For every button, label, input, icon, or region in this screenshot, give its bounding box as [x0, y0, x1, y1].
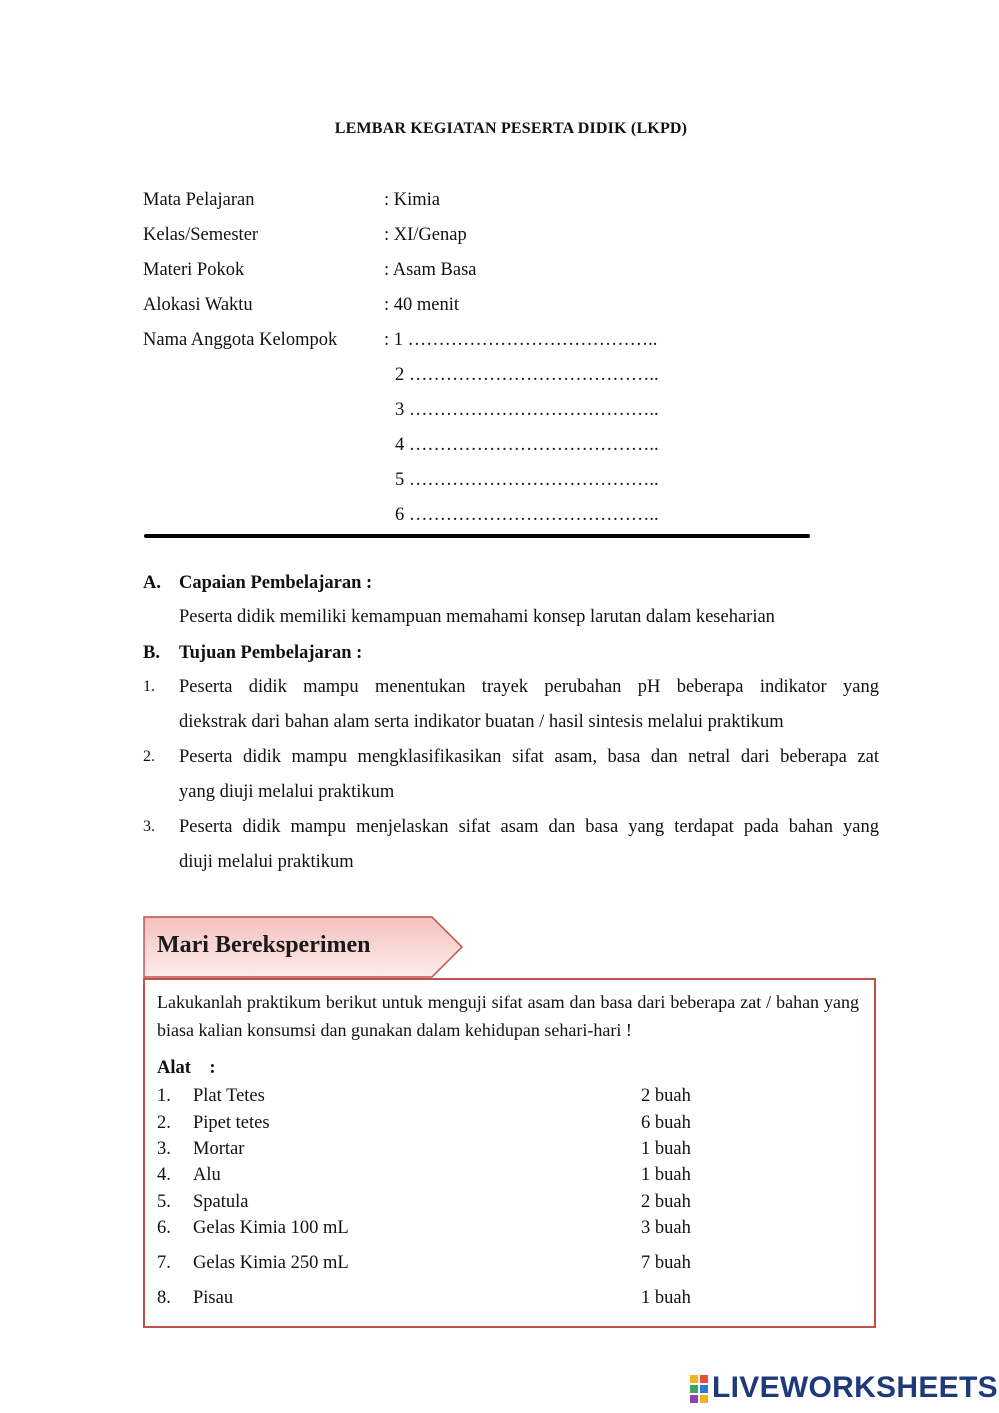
- member-input-2[interactable]: 2 …………………………………..: [395, 365, 659, 385]
- info-value: : Asam Basa: [384, 260, 477, 280]
- liveworksheets-logo-icon: [690, 1374, 710, 1404]
- objective-2-line-1: Peserta didik mampu mengklasifikasikan sifat asam, basa dan netral dari beberapa zat: [179, 747, 879, 767]
- header-divider: [144, 534, 810, 538]
- info-label: Mata Pelajaran: [143, 190, 255, 210]
- objective-1-line-2: diekstrak dari bahan alam serta indikator buatan / hasil sintesis melalui praktikum: [179, 712, 784, 732]
- objective-3-line-1: Peserta didik mampu menjelaskan sifat asam dan basa yang terdapat pada bahan yang: [179, 817, 879, 837]
- member-input-5[interactable]: 5 …………………………………..: [395, 470, 659, 490]
- section-a-text: Peserta didik memiliki kemampuan memahami konsep larutan dalam keseharian: [179, 607, 775, 627]
- info-label: Nama Anggota Kelompok: [143, 330, 338, 350]
- member-input-1[interactable]: : 1 …………………………………..: [384, 330, 658, 350]
- info-value: : 40 menit: [384, 295, 460, 315]
- info-label: Alokasi Waktu: [143, 295, 253, 315]
- objective-number: 1.: [143, 678, 155, 695]
- member-input-4[interactable]: 4 …………………………………..: [395, 435, 659, 455]
- member-input-3[interactable]: 3 …………………………………..: [395, 400, 659, 420]
- objective-3-line-2: diuji melalui praktikum: [179, 852, 354, 872]
- info-label: Materi Pokok: [143, 260, 245, 280]
- objective-number: 3.: [143, 818, 155, 835]
- info-value: : XI/Genap: [384, 225, 467, 245]
- liveworksheets-logo-text[interactable]: LIVEWORKSHEETS: [712, 1371, 998, 1404]
- info-value: : Kimia: [384, 190, 441, 210]
- experiment-intro: Lakukanlah praktikum berikut untuk menguji sifat asam dan basa dari beberapa zat / bahan yang biasa kalian konsumsi dan gunakan dalam kehidupan sehari-hari !: [157, 992, 859, 1040]
- alat-heading: Alat :: [157, 1058, 216, 1078]
- objective-2-line-2: yang diuji melalui praktikum: [179, 782, 395, 802]
- experiment-banner-title: Mari Bereksperimen: [157, 932, 371, 958]
- page-title: LEMBAR KEGIATAN PESERTA DIDIK (LKPD): [334, 120, 688, 137]
- objective-1-line-1: Peserta didik mampu menentukan trayek perubahan pH beberapa indikator yang: [179, 677, 879, 697]
- member-input-6[interactable]: 6 …………………………………..: [395, 505, 659, 525]
- objective-number: 2.: [143, 748, 155, 765]
- info-label: Kelas/Semester: [143, 225, 259, 245]
